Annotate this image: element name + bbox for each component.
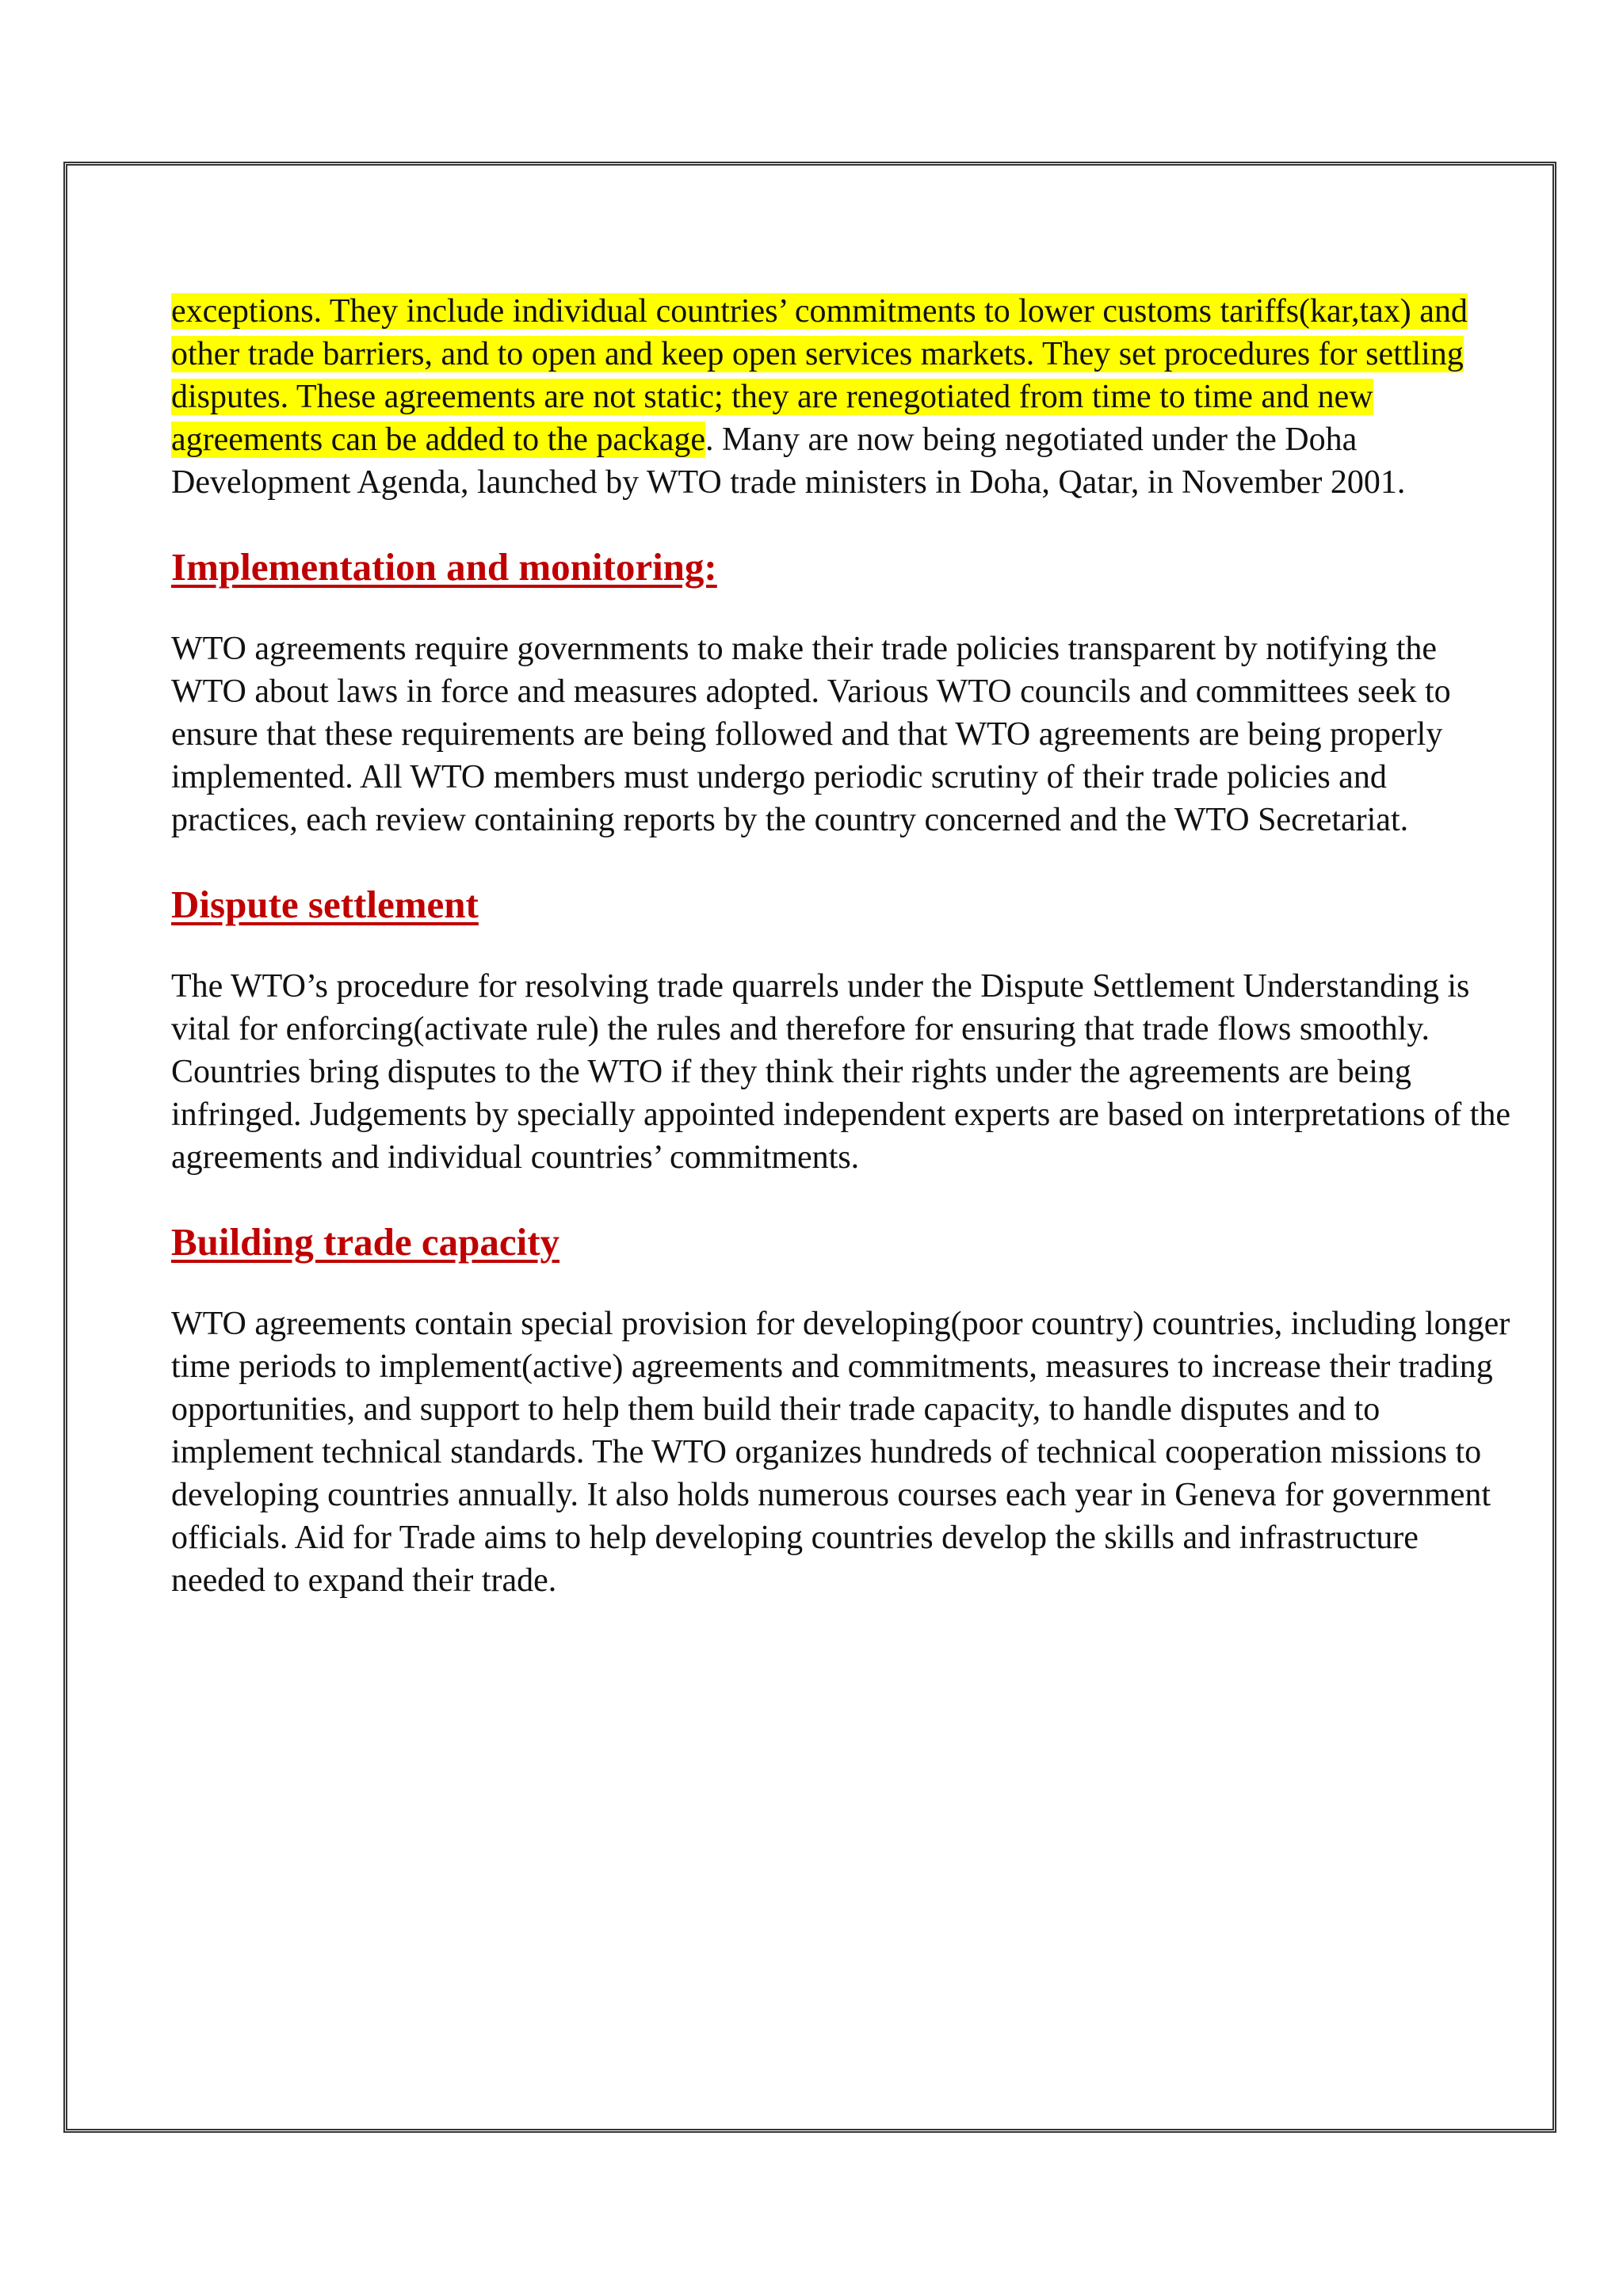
paragraph-dispute-settlement: The WTO’s procedure for resolving trade quarrels under the Dispute Settlement Understanding is vital for enforcing(activate rule) the rules and therefore for ensuring that trade flows smoothly. Countries bring disputes to the WTO if they think their rights under the agreements are being infringed. Judgements by specially appointed independent experts are based on interpretations of the agreements and individual countries’ commitments. bbox=[171, 968, 1510, 1176]
paragraph-building-trade-capacity: WTO agreements contain special provision for developing(poor country) countries, including longer time periods to implement(active) agreements and commitments, measures to increase their trading opportunities, and support to help them build their trade capacity, to handle disputes and to implement technical standards. The WTO organizes hundreds of technical cooperation missions to developing countries annually. It also holds numerous courses each year in Geneva for government officials. Aid for Trade aims to help developing countries develop the skills and infrastructure needed to expand their trade. bbox=[171, 1306, 1510, 1599]
heading-building-trade-capacity: Building trade capacity bbox=[171, 1220, 560, 1264]
highlighted-text: exceptions. They include individual countries’ commitments to lower customs tariffs(kar,tax) and other trade barriers, and to open and keep open services markets. They set procedures for settling disputes. These agreements are not static; they are renegotiated from time to time and new agreements can be added to the package bbox=[171, 293, 1468, 458]
paragraph-implementation: WTO agreements require governments to make their trade policies transparent by notifying the WTO about laws in force and measures adopted. Various WTO councils and committees seek to ensure that these requirements are being followed and that WTO agreements are being properly implemented. All WTO members must undergo periodic scrutiny of their trade policies and practices, each review containing reports by the country concerned and the WTO Secretariat. bbox=[171, 631, 1451, 838]
intro-text: . Many are now being negotiated under the Doha Development Agenda, launched by WTO trade ministers in Doha, Qatar, in November 2001. bbox=[171, 421, 1406, 501]
document-content bbox=[171, 290, 1518, 1602]
intro-paragraph bbox=[171, 290, 1518, 504]
heading-implementation: Implementation and monitoring: bbox=[171, 545, 717, 589]
heading-dispute-settlement: Dispute settlement bbox=[171, 883, 479, 926]
